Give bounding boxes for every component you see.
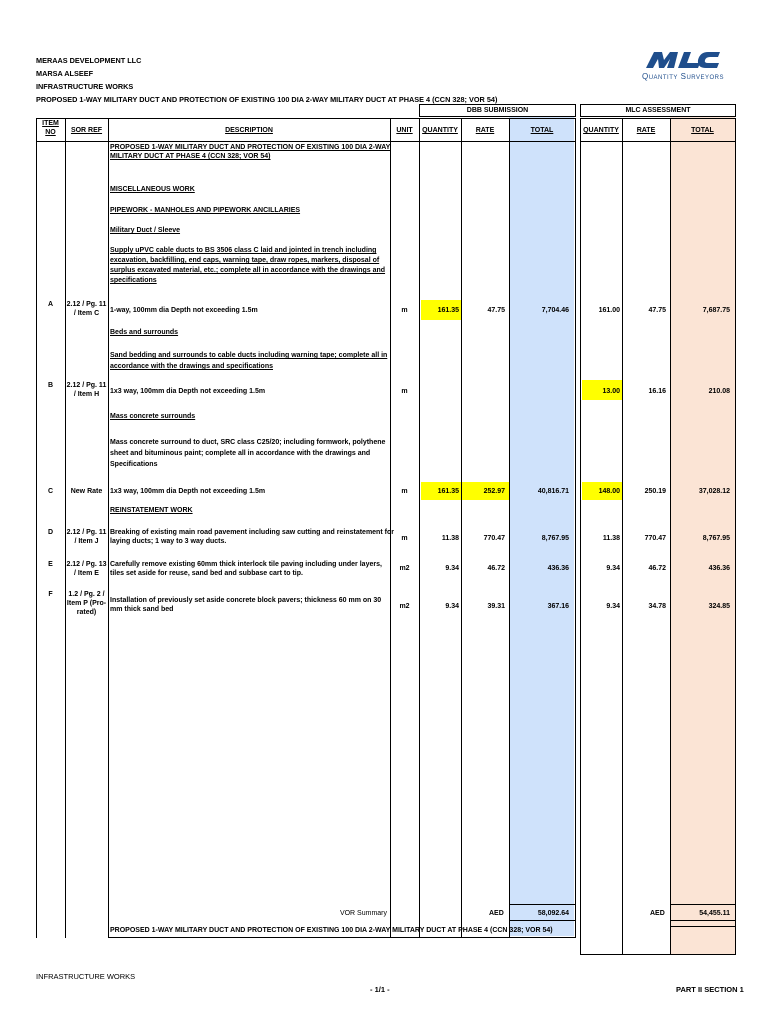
mlc-logo bbox=[640, 46, 730, 86]
row-item: A bbox=[47, 301, 54, 308]
row-mqty: 11.38 bbox=[602, 535, 620, 542]
row-mtotal: 436.36 bbox=[708, 565, 730, 572]
row-rate: 46.72 bbox=[487, 565, 505, 572]
desc-misc-heading: MISCELLANEOUS WORK bbox=[110, 186, 195, 193]
col-rate: RATE bbox=[475, 127, 495, 134]
footer-page: - 1/1 - bbox=[370, 985, 390, 994]
row-total: 367.16 bbox=[547, 603, 569, 610]
col-description: DESCRIPTION bbox=[225, 127, 273, 134]
row-item: F bbox=[48, 591, 53, 598]
row-qty: 161.35 bbox=[437, 307, 459, 314]
row-sor: 1.2 / Pg. 2 / Item P (Pro-rated) bbox=[66, 591, 107, 616]
footer-right: PART II SECTION 1 bbox=[676, 985, 744, 994]
row-mrate: 250.19 bbox=[644, 488, 666, 495]
row-rate: 39.31 bbox=[487, 603, 505, 610]
row-desc: 1x3 way, 100mm dia Depth not exceeding 1.5m bbox=[110, 388, 266, 395]
footer-left: INFRASTRUCTURE WORKS bbox=[36, 972, 136, 981]
vor-summary-label: VOR Summary bbox=[339, 910, 387, 917]
vor-mlc-currency: AED bbox=[650, 910, 665, 917]
vor-dbb-total: 58,092.64 bbox=[537, 910, 569, 917]
works-title: INFRASTRUCTURE WORKS bbox=[36, 82, 134, 91]
row-unit: m2 bbox=[399, 565, 410, 572]
company-name: MERAAS DEVELOPMENT LLC bbox=[36, 56, 142, 65]
row-mtotal: 8,767.95 bbox=[702, 535, 730, 542]
row-desc: Carefully remove existing 60mm thick interlock tile paving including under layers, tiles set aside for reuse, sand bed and subbase cart to tip. bbox=[110, 561, 382, 577]
row-item: D bbox=[47, 529, 54, 536]
row-total: 40,816.71 bbox=[537, 488, 569, 495]
col-mlc-total: TOTAL bbox=[691, 127, 714, 134]
row-mtotal: 324.85 bbox=[708, 603, 730, 610]
row-desc: 1-way, 100mm dia Depth not exceeding 1.5m bbox=[110, 307, 258, 314]
row-mrate: 16.16 bbox=[648, 388, 666, 395]
row-qty: 9.34 bbox=[445, 565, 459, 572]
vor-summary-title: PROPOSED 1-WAY MILITARY DUCT AND PROTECTION OF EXISTING 100 DIA 2-WAY MILITARY DUCT AT PHASE 4 (CCN 328; VOR 54) bbox=[110, 927, 553, 934]
col-mlc-quantity: QUANTITY bbox=[583, 127, 619, 134]
row-desc: Breaking of existing main road pavement including saw cutting and reinstatement for laying ducts; 1 way to 3 way ducts. bbox=[110, 529, 394, 545]
desc-pipework-heading: PIPEWORK - MANHOLES AND PIPEWORK ANCILLARIES bbox=[110, 207, 301, 214]
vor-mlc-total: 54,455.11 bbox=[699, 910, 730, 917]
desc-beds-heading: Beds and surrounds bbox=[110, 329, 179, 336]
vor-dbb-currency: AED bbox=[489, 910, 504, 917]
col-total: TOTAL bbox=[530, 127, 554, 134]
desc-title: PROPOSED 1-WAY MILITARY DUCT AND PROTECTION OF EXISTING 100 DIA 2-WAY MILITARY DUCT AT PHASE 4 (CCN 328; VOR 54) bbox=[110, 144, 391, 160]
row-sor: 2.12 / Pg. 13 / Item E bbox=[66, 561, 107, 577]
row-item: E bbox=[48, 561, 53, 568]
row-rate: 47.75 bbox=[487, 307, 505, 314]
col-sor-ref: SOR REF bbox=[70, 127, 103, 134]
row-rate: 770.47 bbox=[483, 535, 505, 542]
row-unit: m bbox=[401, 488, 408, 495]
row-mtotal: 7,687.75 bbox=[702, 307, 730, 314]
row-unit: m2 bbox=[399, 603, 410, 610]
row-item: B bbox=[47, 382, 54, 389]
row-mrate: 770.47 bbox=[644, 535, 666, 542]
row-mqty: 13.00 bbox=[602, 388, 620, 395]
row-mtotal: 37,028.12 bbox=[698, 488, 730, 495]
project-name: MARSA ALSEEF bbox=[36, 69, 94, 78]
row-total: 8,767.95 bbox=[541, 535, 569, 542]
row-mrate: 34.78 bbox=[648, 603, 666, 610]
row-desc: 1x3 way, 100mm dia Depth not exceeding 1.5m bbox=[110, 488, 266, 495]
row-mqty: 148.00 bbox=[598, 488, 620, 495]
dbb-total-column-fill bbox=[509, 117, 574, 936]
row-qty: 9.34 bbox=[445, 603, 459, 610]
col-mlc-rate: RATE bbox=[636, 127, 656, 134]
row-unit: m bbox=[401, 535, 408, 542]
row-desc: Installation of previously set aside concrete block pavers; thickness 60 mm on 30 mm thick sand bed bbox=[110, 597, 382, 613]
desc-reinstatement-heading: REINSTATEMENT WORK bbox=[110, 507, 193, 514]
col-quantity: QUANTITY bbox=[422, 127, 458, 134]
desc-sand-text: Sand bedding and surrounds to cable ducts including warning tape; complete all in accordance with the drawings and specifications bbox=[110, 352, 388, 370]
col-item-no: ITEM NO bbox=[42, 120, 59, 136]
row-qty: 161.35 bbox=[437, 488, 459, 495]
row-rate: 252.97 bbox=[483, 488, 505, 495]
document-title: PROPOSED 1-WAY MILITARY DUCT AND PROTECTION OF EXISTING 100 DIA 2-WAY MILITARY DUCT AT PHASE 4 (CCN 328; VOR 54) bbox=[36, 95, 498, 104]
row-sor: 2.12 / Pg. 11 / Item J bbox=[66, 529, 107, 545]
row-mqty: 9.34 bbox=[606, 603, 620, 610]
row-mtotal: 210.08 bbox=[708, 388, 730, 395]
mlc-assessment-header: MLC ASSESSMENT bbox=[625, 107, 691, 114]
row-mqty: 161.00 bbox=[598, 307, 620, 314]
row-sor: 2.12 / Pg. 11 / Item H bbox=[66, 382, 107, 398]
desc-supply-text: Supply uPVC cable ducts to BS 3506 class C laid and jointed in trench including excavation, backfilling, end caps, warning tape, draw ropes, markers, disposal of surplus excavated material, etc.; complete all in accordance with the drawings and specifications bbox=[110, 247, 386, 284]
row-item: C bbox=[47, 488, 54, 495]
logo-tagline: Quantity Surveyors bbox=[642, 72, 725, 81]
desc-mass-heading: Mass concrete surrounds bbox=[110, 413, 196, 420]
dbb-submission-header: DBB SUBMISSION bbox=[466, 107, 529, 114]
row-total: 7,704.46 bbox=[541, 307, 569, 314]
row-unit: m bbox=[401, 388, 408, 395]
row-unit: m bbox=[401, 307, 408, 314]
row-mrate: 46.72 bbox=[648, 565, 666, 572]
row-mrate: 47.75 bbox=[648, 307, 666, 314]
row-total: 436.36 bbox=[547, 565, 569, 572]
row-qty: 11.38 bbox=[441, 535, 459, 542]
desc-military-heading: Military Duct / Sleeve bbox=[110, 227, 181, 234]
row-mqty: 9.34 bbox=[606, 565, 620, 572]
col-unit: UNIT bbox=[396, 127, 413, 134]
desc-mass-text: Mass concrete surround to duct, SRC class C25/20; including formwork, polythene sheet and bituminous paint; complete all in accordance with the drawings and Specifications bbox=[110, 439, 386, 468]
row-sor: New Rate bbox=[70, 488, 103, 495]
row-sor: 2.12 / Pg. 11 / Item C bbox=[66, 301, 107, 317]
